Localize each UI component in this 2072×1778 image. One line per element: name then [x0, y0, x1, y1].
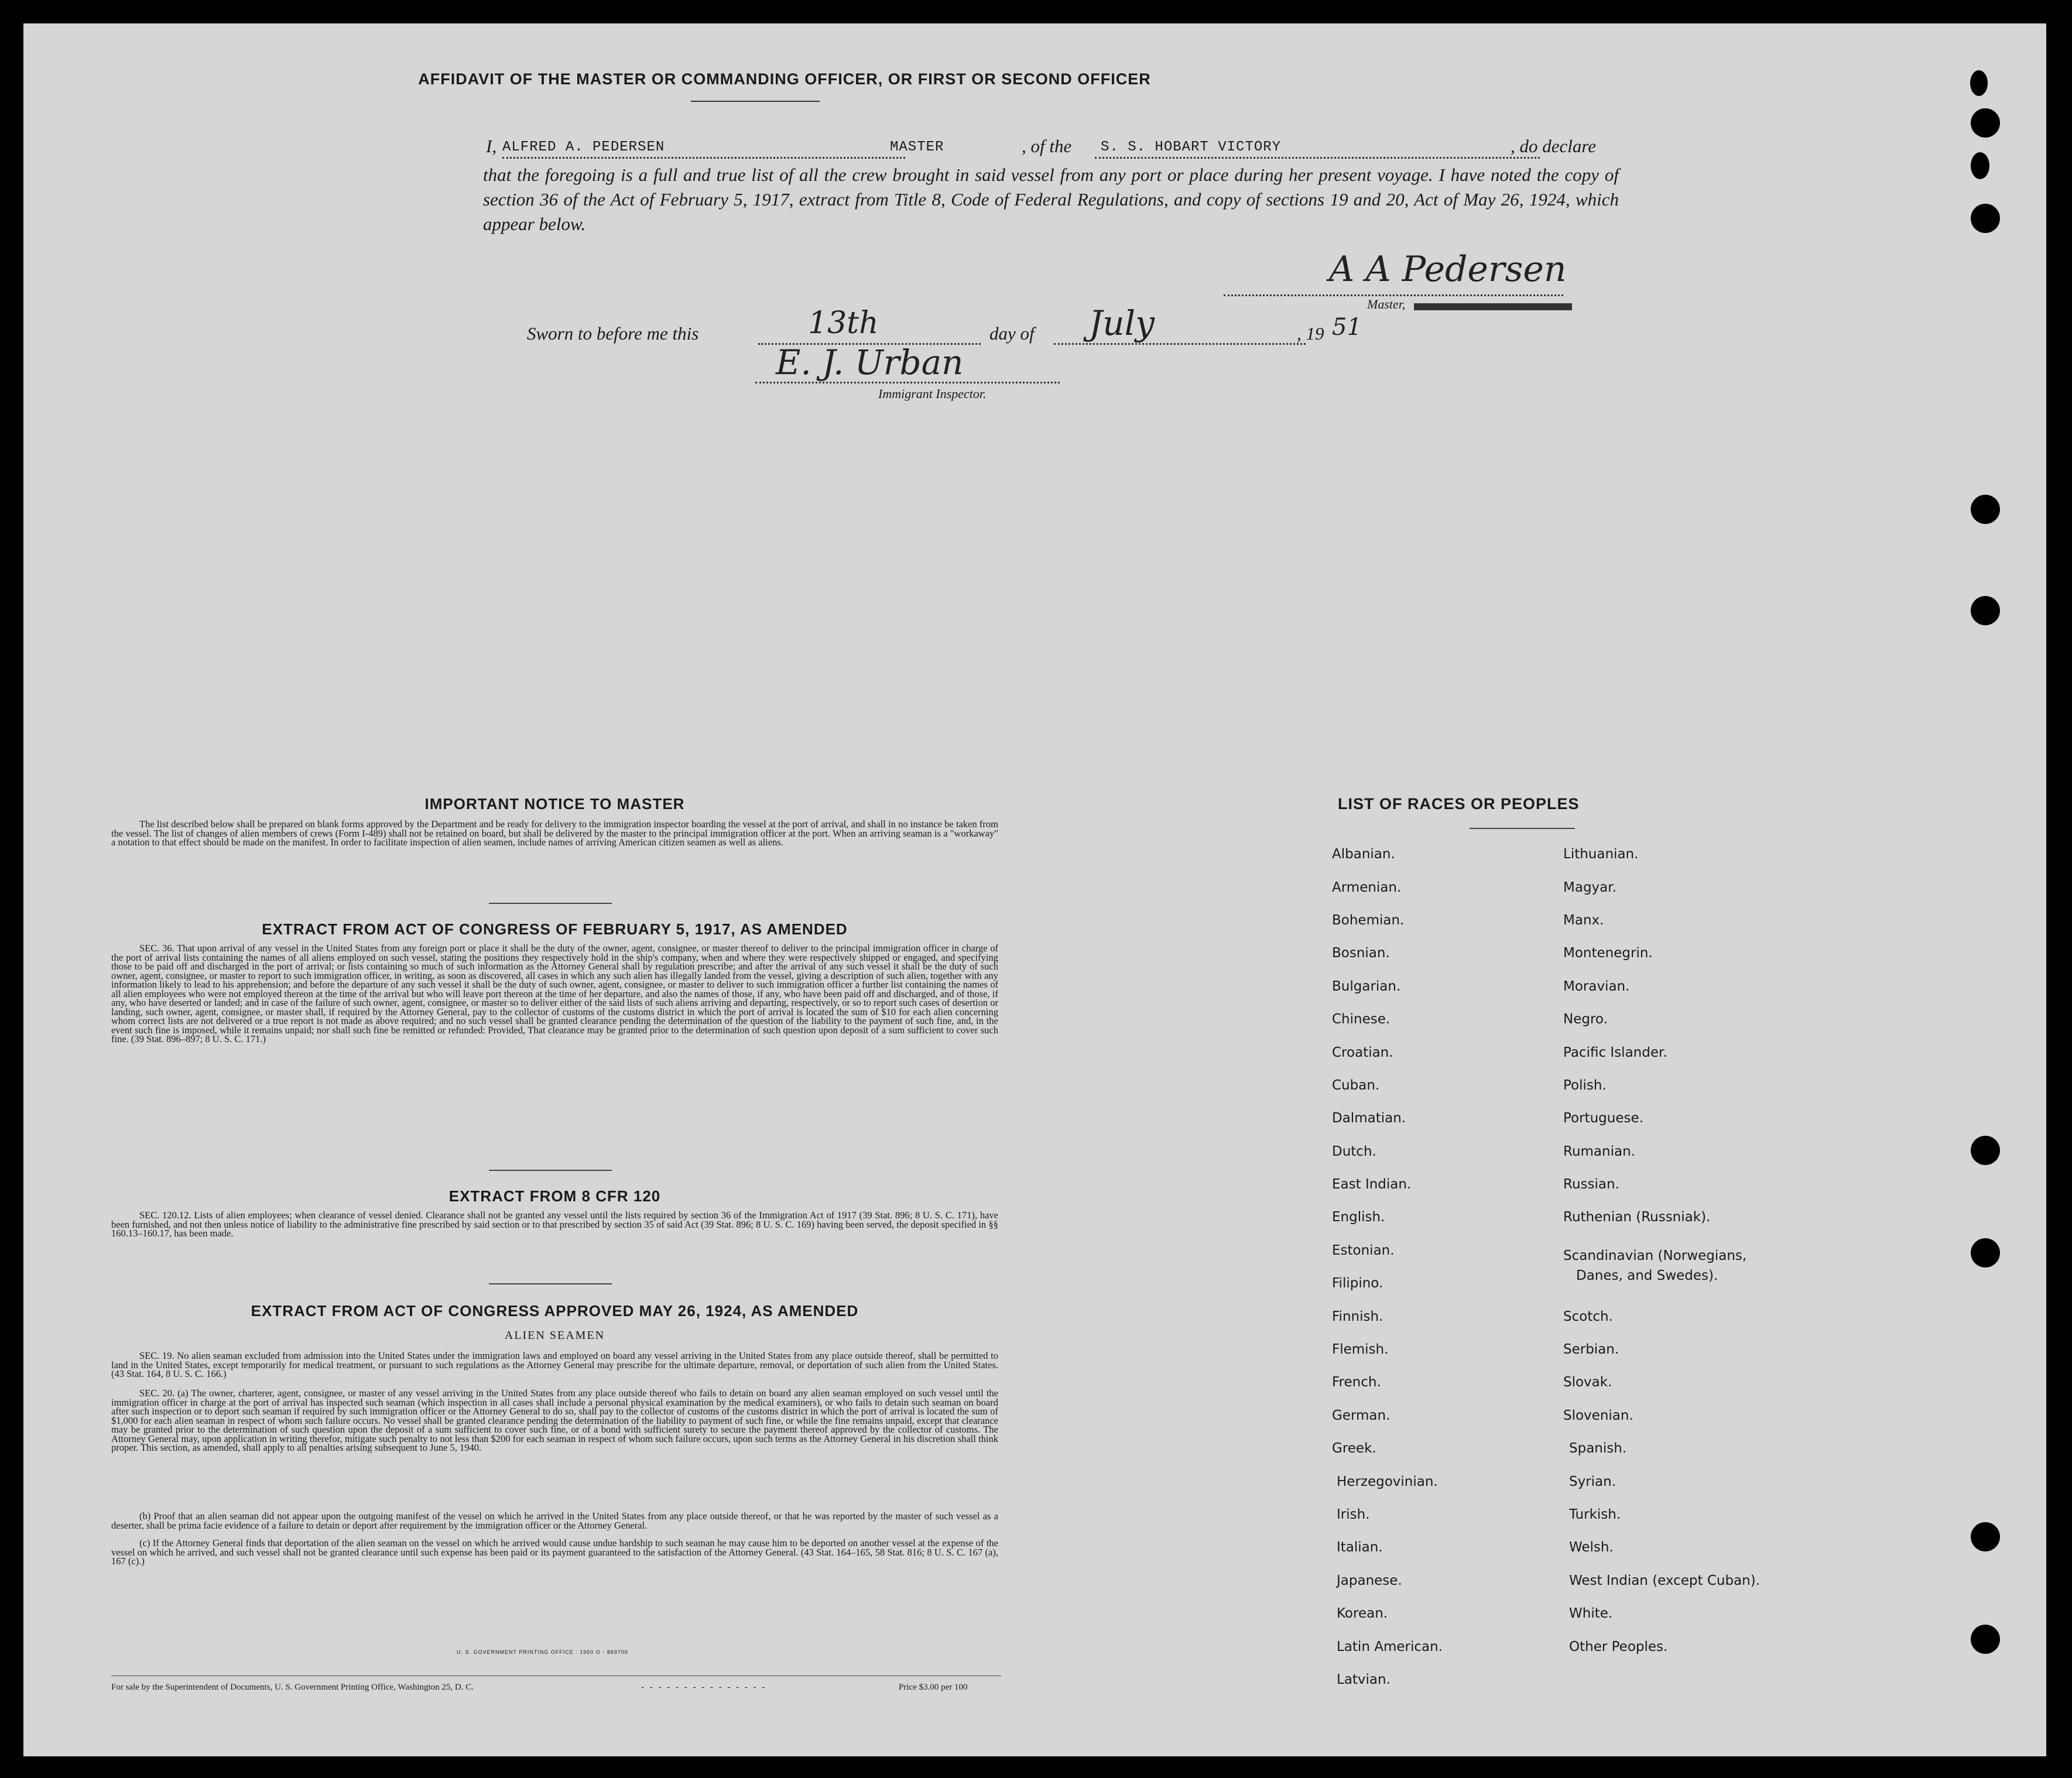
race-item: Turkish.: [1569, 1507, 1621, 1522]
printing-office-line: U. S. GOVERNMENT PRINTING OFFICE : 1950 O - 869700: [457, 1649, 628, 1655]
punch-hole: [1971, 495, 2000, 524]
race-item: Serbian.: [1563, 1342, 1619, 1357]
race-item: Welsh.: [1569, 1540, 1614, 1555]
race-item: Japanese.: [1337, 1573, 1402, 1588]
race-item: East Indian.: [1332, 1177, 1412, 1192]
race-item: Moravian.: [1563, 979, 1630, 994]
race-item: French.: [1332, 1375, 1381, 1390]
day-value: 13th: [808, 306, 879, 341]
month-value: July: [1089, 303, 1155, 343]
master-signature: A A Pedersen: [1329, 249, 1567, 290]
punch-hole: [1970, 70, 1988, 96]
master-rank: MASTER: [890, 139, 944, 155]
race-item: Montenegrin.: [1563, 945, 1653, 961]
punch-hole: [1971, 596, 2000, 625]
race-item: Manx.: [1563, 913, 1604, 928]
race-item: Slovak.: [1563, 1375, 1612, 1390]
race-item: Pacific Islander.: [1563, 1045, 1667, 1060]
race-item: Scotch.: [1563, 1309, 1613, 1324]
inspector-signature: E. J. Urban: [776, 342, 964, 382]
year-prefix: , 19: [1297, 323, 1324, 344]
race-item: Irish.: [1337, 1507, 1370, 1522]
title-rule: [691, 101, 820, 102]
race-item: Bulgarian.: [1332, 979, 1401, 994]
race-item: White.: [1569, 1606, 1613, 1621]
struck-officer-title: [1414, 303, 1572, 310]
year-value: 51: [1332, 314, 1362, 341]
sec-20b-text: (b) Proof that an alien seaman did not appear upon the outgoing manifest of the vessel on which he arrived in the United States from any place outside thereof, or that he was reported by the master of such vessel as a deserter, shall be prima facie evidence of a failure to detain or deport after requirement by the immigration officer or the Attorney General.: [111, 1510, 998, 1531]
extract-1924-title: EXTRACT FROM ACT OF CONGRESS APPROVED MAY 26, 1924, AS AMENDED: [251, 1302, 859, 1320]
extract-1917-text: SEC. 36. That upon arrival of any vessel in the United States from any foreign port or place it shall be the duty of the owner, agent, consignee, or master thereof to deliver to the principal immigration officer in charge of the port of arrival lists containing the names of all aliens employed on such vessel, stating the positions they respectively hold in the ship's company, when and where they were respectively shipped or engaged, and specifying those to be paid off and discharged in the port of arrival; or lists containing so much of such information as the Attorney General shall by regulation prescribe; and after the arrival of any such vessel it shall be the duty of such owner, agent, consignee, or master to report to such immigration officer, in writing, as soon as discovered, all cases in which any such alien has illegally landed from the vessel, giving a description of such alien, together with any information likely to lead to his apprehension; and before the departure of any such vessel it shall be the duty of such owner, agent, consignee, or master to deliver to such immigration officer a further list containing the names of all alien employees who were not employed thereon at the time of the arrival but who will leave port thereon at the time of her departure, and also the names of those, if any, who have been paid off and discharged, and of those, if any, who have deserted or landed; and in case of the failure of such owner, agent, consignee, or master so to deliver either of the said lists of such aliens arriving and departing, respectively, or so to report such cases of desertion or landing, such owner, agent, consignee, or master shall, if required by the Attorney General, pay to the collector of customs of the customs district in which the port of arrival is located the sum of $10 for each alien concerning whom correct lists are not delivered or a true report is not made as above required; and no such vessel shall be granted clearance pending the determination of the question of the liability to the payment of such fine, and, in the event such fine is imposed, while it remains unpaid; nor shall such fine be remitted or refunded: Provided, That clearance may be granted prior to the determination of such question upon deposit of a sum sufficient to cover such fine. (39 Stat. 896–897; 8 U. S. C. 171.): [111, 943, 998, 1044]
race-item: Korean.: [1337, 1606, 1388, 1621]
race-item: Herzegovinian.: [1337, 1474, 1438, 1489]
race-item: English.: [1332, 1210, 1385, 1225]
do-declare-label: , do declare: [1511, 136, 1597, 156]
footer-sale: For sale by the Superintendent of Documents, U. S. Government Printing Office, Washington 25, D. C.: [111, 1683, 474, 1692]
sec-19-text: SEC. 19. No alien seaman excluded from admission into the United States under the immigration laws and employed on board any vessel arriving in the United States from any place outside thereof, shall be permitted to land in the United States, except temporarily for medical treatment, or pursuant to such regulations as the Attorney General may prescribe for the ultimate departure, removal, or deportation of such alien from the United States. (43 Stat. 164, 8 U. S. C. 166.): [111, 1350, 998, 1379]
day-of-label: day of: [989, 323, 1035, 344]
punch-hole: [1971, 108, 2000, 138]
race-item: Latvian.: [1337, 1672, 1391, 1687]
race-item: Bosnian.: [1332, 945, 1390, 961]
race-item: Albanian.: [1332, 847, 1395, 862]
race-item: Cuban.: [1332, 1078, 1380, 1093]
race-item: Armenian.: [1332, 880, 1402, 895]
affidavit-body: that the foregoing is a full and true list of all the crew brought in said vessel from any port or place during her present voyage. I have noted the copy of section 36 of the Act of February 5, 1917, extract from Title 8, Code of Federal Regulations, and copy of sections 19 and 20, Act of May 26, 1924, which appear below.: [483, 165, 1619, 234]
sec-20c-text: (c) If the Attorney General finds that deportation of the alien seaman on the vessel on which he arrived would cause undue hardship to such seaman he may cause him to be deported on another vessel at the expense of the vessel on which he arrived, and such vessel shall not be granted clearance until such expense has been paid or its payment guaranteed to the satisfaction of the Attorney General. (43 Stat. 164–165, 58 Stat. 816; 8 U. S. C. 167 (a), 167 (c).): [111, 1537, 998, 1567]
notice-title: IMPORTANT NOTICE TO MASTER: [424, 795, 685, 813]
race-item: Portuguese.: [1563, 1111, 1643, 1126]
race-item: Croatian.: [1332, 1045, 1393, 1060]
race-item: Dalmatian.: [1332, 1111, 1406, 1126]
race-item: Ruthenian (Russniak).: [1563, 1210, 1711, 1225]
vessel-name: S. S. HOBART VICTORY: [1101, 139, 1282, 155]
race-item: Finnish.: [1332, 1309, 1383, 1324]
race-item: Latin American.: [1337, 1639, 1443, 1654]
race-item: Spanish.: [1569, 1441, 1627, 1456]
race-item: Polish.: [1563, 1078, 1607, 1093]
race-item: Filipino.: [1332, 1276, 1383, 1291]
race-item: Syrian.: [1569, 1474, 1616, 1489]
sworn-label: Sworn to before me this: [527, 323, 699, 344]
alien-seamen-subtitle: ALIEN SEAMEN: [504, 1329, 605, 1342]
race-item: Lithuanian.: [1563, 847, 1639, 862]
footer-price: Price $3.00 per 100: [899, 1683, 968, 1692]
punch-hole: [1971, 204, 2000, 233]
footer-leader: - - - - - - - - - - - - - - -: [641, 1683, 767, 1692]
race-item: Bohemian.: [1332, 913, 1405, 928]
affidavit-title: AFFIDAVIT OF THE MASTER OR COMMANDING OFFICER, OR FIRST OR SECOND OFFICER: [418, 70, 1151, 88]
race-item: Negro.: [1563, 1012, 1608, 1027]
race-item: Russian.: [1563, 1177, 1619, 1192]
sec-20a-text: SEC. 20. (a) The owner, charterer, agent, consignee, or master of any vessel arriving in the United States from any place outside thereof who fails to detain on board any alien seaman employed on such vessel until the immigration officer in charge at the port of arrival has inspected such seaman (which inspection in all cases shall include a personal physical examination by the medical examiners), or who fails to detain such seaman on board after such inspection or to deport such seaman if required by such immigration officer or the Attorney General to do so, shall pay to the collector of customs of the customs district in which the port of arrival is located the sum of $1,000 for each alien seaman in respect of whom such failure occurs. No vessel shall be granted clearance pending the determination of the liability to payment of such fine, or while the fine remains unpaid, except that clearance may be granted prior to the determination of such question upon the deposit of a sum sufficient to cover such fine, or of a bond with sufficient surety to secure the payment thereof approved by the collector of customs. The Attorney General may, upon application in writing therefor, mitigate such penalty to not less than $200 for each seaman in respect of whom such failure occurs, upon such terms as the Attorney General in his discretion shall think proper. This section, as amended, shall apply to all penalties arising subsequent to June 5, 1940.: [111, 1388, 998, 1453]
affidavit-line-1: [486, 136, 1622, 159]
document-page: [23, 23, 2046, 1756]
race-item: Rumanian.: [1563, 1144, 1635, 1159]
race-item: West Indian (except Cuban).: [1569, 1573, 1761, 1588]
race-item: Estonian.: [1332, 1243, 1395, 1258]
punch-hole: [1971, 1522, 2000, 1551]
of-the-label: , of the: [1022, 136, 1072, 156]
master-name: ALFRED A. PEDERSEN: [502, 139, 665, 155]
master-caption: Master,: [1367, 297, 1406, 311]
punch-hole: [1971, 1136, 2000, 1165]
punch-hole: [1971, 152, 1989, 179]
race-item: Italian.: [1337, 1540, 1383, 1555]
i-label: I,: [486, 136, 497, 156]
race-item: Dutch.: [1332, 1144, 1376, 1159]
extract-8cfr-text: SEC. 120.12. Lists of alien employees; when clearance of vessel denied. Clearance shall not be granted any vessel until the lists required by section 36 of the Immigration Act of 1917 (39 Stat. 896; 8 U. S. C. 171), have been furnished, and not then unless notice of liability to the administrative fine prescribed by said section or to that prescribed by section 35 of said Act (39 Stat. 896; 8 U. S. C. 169) having been served, the deposit specified in §§ 160.13–160.17, has been made.: [111, 1210, 998, 1239]
race-item: Chinese.: [1332, 1012, 1391, 1027]
notice-text: The list described below shall be prepared on blank forms approved by the Department and be ready for delivery to the immigration inspector boarding the vessel at the port of arrival, and shall in no instance be taken from the vessel. The list of changes of alien members of crews (Form I-489) shall not be retained on board, but shall be delivered by the master to the principal immigration officer at the port. When an arriving seaman is a "workaway" a notation to that effect should be made on the manifest. In order to facilitate inspection of alien seamen, include names of arriving American citizen seamen as well as aliens.: [111, 818, 998, 848]
extract-8cfr-title: EXTRACT FROM 8 CFR 120: [448, 1187, 661, 1205]
races-title: LIST OF RACES OR PEOPLES: [1338, 795, 1580, 813]
punch-hole: [1971, 1238, 2000, 1267]
extract-1917-title: EXTRACT FROM ACT OF CONGRESS OF FEBRUARY 5, 1917, AS AMENDED: [262, 920, 848, 938]
punch-hole: [1971, 1625, 2000, 1654]
race-item: Scandinavian (Norwegians,: [1563, 1248, 1747, 1263]
inspector-caption: Immigrant Inspector.: [878, 386, 987, 401]
race-item: Magyar.: [1563, 880, 1616, 895]
race-item: Flemish.: [1332, 1342, 1389, 1357]
race-item: Other Peoples.: [1569, 1639, 1668, 1654]
race-item: Danes, and Swedes).: [1576, 1268, 1718, 1283]
race-item: German.: [1332, 1408, 1391, 1423]
race-item: Greek.: [1332, 1441, 1376, 1456]
race-item: Slovenian.: [1563, 1408, 1633, 1423]
